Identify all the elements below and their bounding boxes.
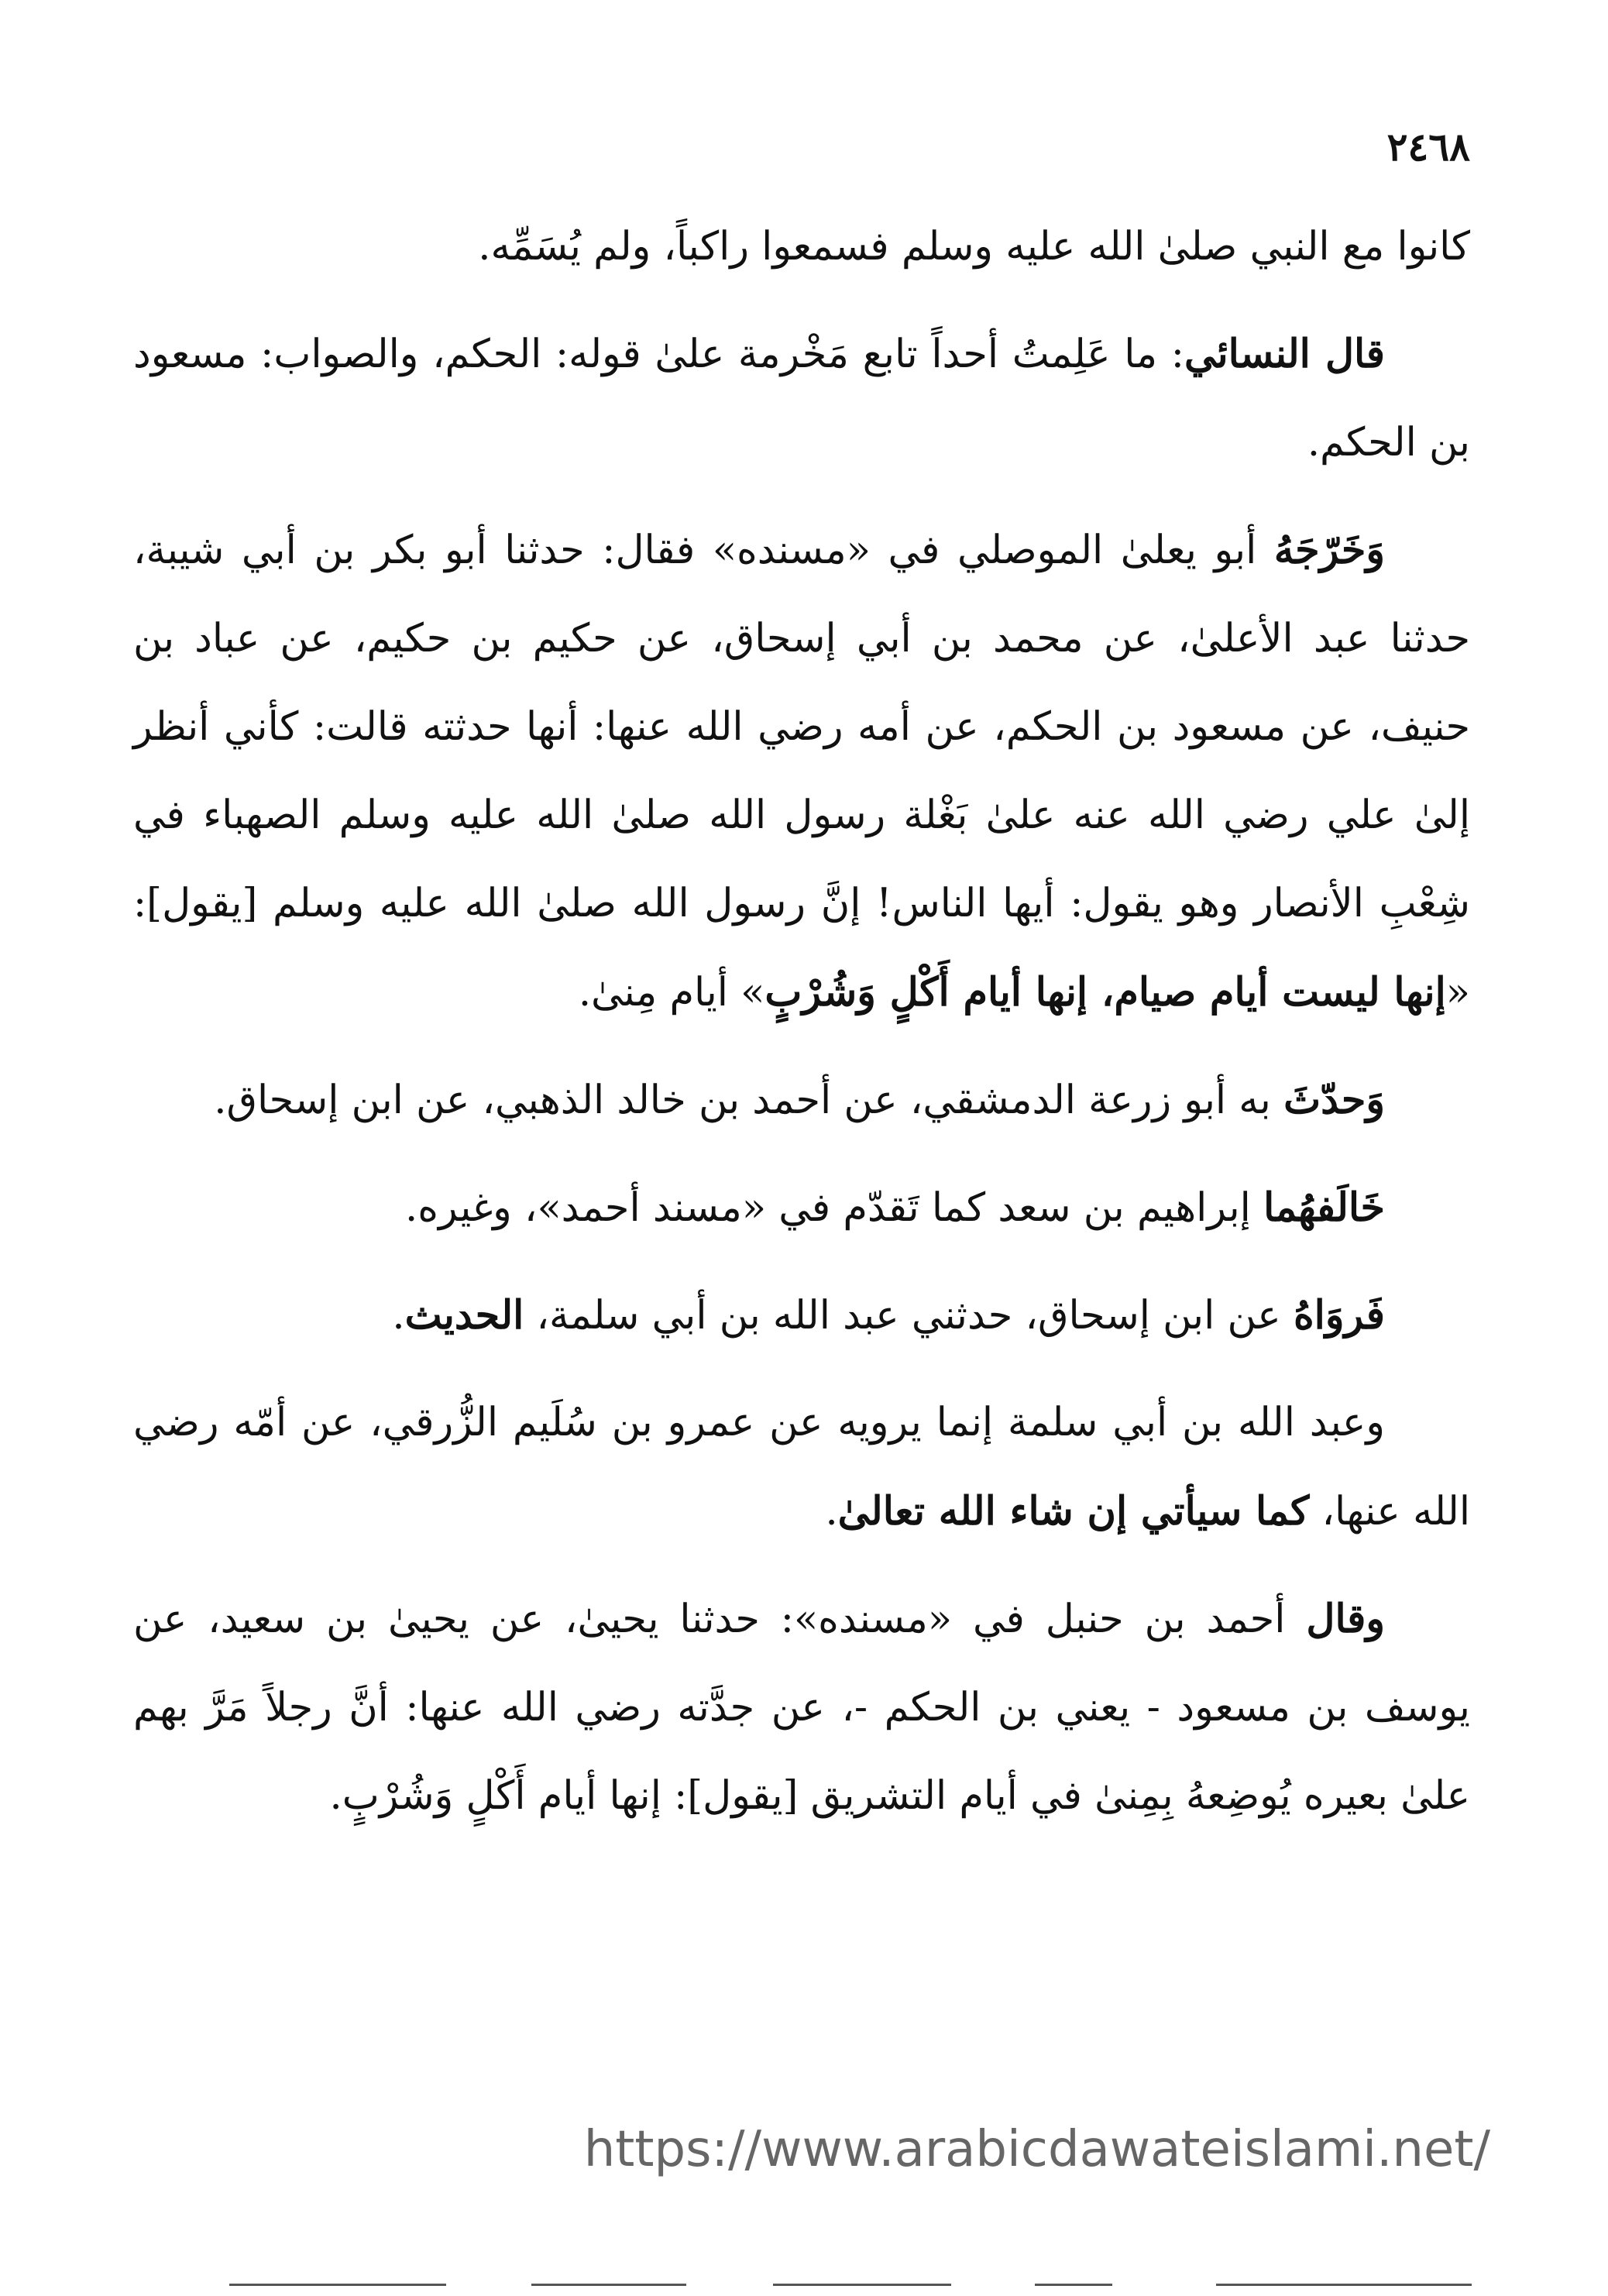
page-number: ٢٤٦٨ [1386, 124, 1470, 170]
text-run: كانوا مع النبي صلىٰ الله عليه وسلم فسمعوا راكباً، ولم يُسَمِّه. [478, 224, 1470, 270]
text-run: به أبو زرعة الدمشقي، عن أحمد بن خالد الذهبي، عن ابن إسحاق. [214, 1078, 1284, 1123]
footer-rule-2 [1035, 2284, 1112, 2286]
paragraph [133, 1271, 1470, 1360]
footer-rule-1 [1216, 2284, 1472, 2286]
paragraph [133, 203, 1470, 291]
paragraph [133, 1379, 1470, 1556]
text-run: وعبد الله بن أبي سلمة إنما يرويه عن عمرو بن سُلَيم الزُّرقي، عن أمّه رضي الله عنها، [133, 1400, 1470, 1535]
bold-text-run: خَالَفهُما [1263, 1184, 1385, 1231]
text-run: . [392, 1293, 405, 1339]
bold-text-run: وقال [1306, 1596, 1385, 1642]
paragraph [133, 1575, 1470, 1841]
footer-rule-4 [531, 2284, 686, 2286]
paragraph [133, 1163, 1470, 1253]
book-body-text [133, 203, 1470, 1859]
bold-text-run: كما سيأتي إن شاء الله تعالىٰ [837, 1488, 1310, 1535]
bold-text-run: قال النسائي [1184, 331, 1385, 377]
watermark-url[interactable]: https://www.arabicdawateislami.net/ [583, 2121, 1490, 2178]
footer-rule-3 [773, 2284, 951, 2286]
bold-text-run: وَخَرّجَهُ [1273, 527, 1385, 573]
bold-text-run: إنها ليست أيام صيام، إنها أيام أَكْلٍ وَشُرْبٍ [764, 969, 1446, 1016]
text-run: » أيام مِنىٰ. [578, 970, 765, 1016]
paragraph [133, 506, 1470, 1037]
bold-text-run: فَروَاهُ [1293, 1292, 1385, 1339]
bold-text-run: وَحدّثَ [1283, 1077, 1385, 1123]
text-run: عن ابن إسحاق، حدثني عبد الله بن أبي سلمة، [524, 1293, 1294, 1339]
paragraph [133, 1056, 1470, 1145]
text-run: : ما عَلِمتُ أحداً تابع مَخْرمة علىٰ قوله: الحكم، والصواب: مسعود بن الحكم. [133, 332, 1470, 466]
text-run: إبراهيم بن سعد كما تَقدّم في «مسند أحمد»، وغيره. [405, 1185, 1264, 1231]
paragraph [133, 310, 1470, 487]
text-run: أبو يعلىٰ الموصلي في «مسنده» فقال: حدثنا أبو بكر بن أبي شيبة، حدثنا عبد الأعلىٰ، عن محمد بن أبي إسحاق، عن حكيم بن حكيم، عن عباد بن حنيف، عن مسعود بن الحكم، عن أمه رضي الله عنها: أنها حدثته قالت: كأني أنظر إلىٰ علي رضي الله عنه علىٰ بَغْلة رسول الله صلىٰ الله عليه وسلم الصهباء في شِعْبِ الأنصار وهو يقول: أيها الناس! إنَّ رسول الله صلىٰ الله عليه وسلم [يقول]: « [133, 528, 1470, 1016]
text-run: . [825, 1489, 838, 1535]
text-run: أحمد بن حنبل في «مسنده»: حدثنا يحيىٰ، عن يحيىٰ بن سعيد، عن يوسف بن مسعود - يعني بن الحكم -، عن جدَّته رضي الله عنها: أنَّ رجلاً مَرَّ بهم علىٰ بعيره يُوضِعهُ بِمِنىٰ في أيام التشريق [يقول]: إنها أيام أَكْلٍ وَشُرْبٍ. [133, 1597, 1470, 1819]
bold-text-run: الحديث [404, 1292, 524, 1339]
footer-rule-5 [229, 2284, 446, 2286]
